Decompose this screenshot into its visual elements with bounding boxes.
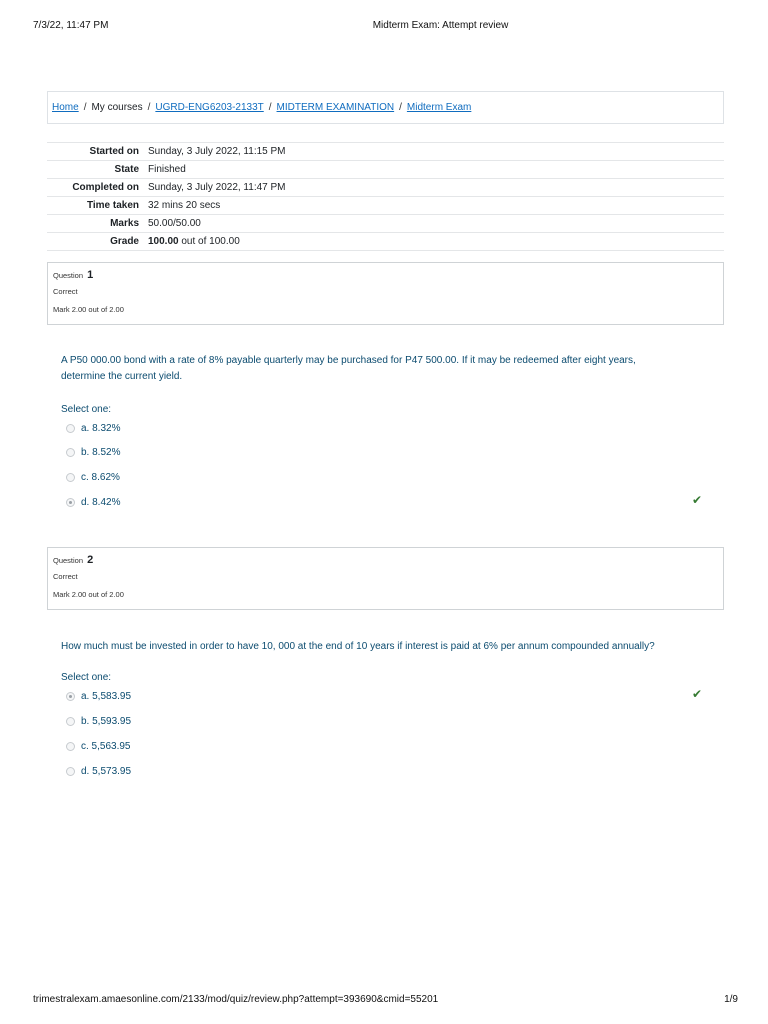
radio-button-checked[interactable] [66,692,75,701]
print-title: Midterm Exam: Attempt review [372,20,509,31]
option-label: c. 8.62% [81,472,120,483]
radio-button[interactable] [66,767,75,776]
option-label: d. 8.42% [81,497,121,508]
attempt-summary-table [47,142,724,251]
question-info-2 [47,547,724,610]
answer-option[interactable] [66,716,131,727]
grade-out-of: out of 100.00 [178,236,240,247]
question-number-value: 1 [87,269,94,281]
summary-label: Completed on [72,182,139,193]
question-text: How much must be invested in order to have 10, 000 at the end of 10 years if interest is paid at 6% per annum compounded annually? [61,641,655,652]
summary-row-started [47,143,724,161]
radio-button[interactable] [66,717,75,726]
option-label: a. 5,583.95 [81,691,132,702]
summary-value: Sunday, 3 July 2022, 11:47 PM [148,182,286,193]
question-label: Question [53,556,84,565]
print-header [33,20,738,34]
breadcrumb [47,91,724,124]
summary-label: Grade [110,236,139,247]
radio-button-checked[interactable] [66,498,75,507]
print-footer [33,994,738,1005]
print-date: 7/3/22, 11:47 PM [33,20,109,31]
option-label: c. 5,563.95 [81,741,131,752]
breadcrumb-section-link[interactable]: MIDTERM EXAMINATION [276,102,395,113]
summary-row-time-taken [47,197,724,215]
breadcrumb-home-link[interactable]: Home [52,102,79,113]
answer-option-selected[interactable] [66,691,131,702]
grade-value: 100.00 [148,236,179,247]
answer-option-selected[interactable] [66,497,120,508]
summary-row-state [47,161,724,179]
summary-row-completed [47,179,724,197]
answer-option[interactable] [66,741,130,752]
option-label: d. 5,573.95 [81,766,132,777]
radio-button[interactable] [66,742,75,751]
option-label: b. 5,593.95 [81,716,132,727]
question-number [53,269,718,281]
summary-label: Started on [89,146,139,157]
summary-label: Time taken [86,200,139,211]
question-text: A P50 000.00 bond with a rate of 8% payable quarterly may be purchased for P47 500.00. If it may be redeemed after eight years, determine the current yield. [61,355,636,382]
breadcrumb-separator: / [147,102,151,113]
breadcrumb-separator: / [399,102,402,113]
select-one-label: Select one: [61,672,112,683]
summary-label: Marks [110,218,139,229]
question-number-value: 2 [87,554,94,566]
correct-check-icon: ✔ [692,687,703,701]
breadcrumb-my-courses: My courses [91,102,143,113]
summary-label: State [114,164,139,175]
answer-option[interactable] [66,472,120,483]
question-mark: Mark 2.00 out of 2.00 [53,305,124,314]
radio-button[interactable] [66,424,75,433]
question-mark: Mark 2.00 out of 2.00 [53,590,124,599]
summary-row-marks [47,215,724,233]
breadcrumb-separator: / [268,102,272,113]
summary-value: Sunday, 3 July 2022, 11:15 PM [148,146,286,157]
answer-option[interactable] [66,447,120,458]
correct-check-icon: ✔ [692,493,703,507]
summary-value: 50.00/50.00 [148,218,201,229]
radio-button[interactable] [66,448,75,457]
answer-option[interactable] [66,766,131,777]
radio-button[interactable] [66,473,75,482]
summary-value [147,233,724,251]
breadcrumb-separator: / [83,102,87,113]
question-state: Correct [53,287,78,296]
option-label: b. 8.52% [81,447,121,458]
question-info-1 [47,262,724,325]
question-state: Correct [53,572,78,581]
summary-value: Finished [148,164,186,175]
question-number [53,554,718,566]
print-url: trimestralexam.amaesonline.com/2133/mod/quiz/review.php?attempt=393690&cmid=55201 [33,994,439,1005]
page-number: 1/9 [724,994,738,1005]
summary-value: 32 mins 20 secs [148,200,221,211]
option-label: a. 8.32% [81,423,121,434]
question-label: Question [53,271,84,280]
breadcrumb-course-link[interactable]: UGRD-ENG6203-2133T [155,102,264,113]
summary-row-grade [47,233,724,251]
select-one-label: Select one: [61,404,112,415]
breadcrumb-quiz-link[interactable]: Midterm Exam [406,102,472,113]
answer-option[interactable] [66,423,120,434]
